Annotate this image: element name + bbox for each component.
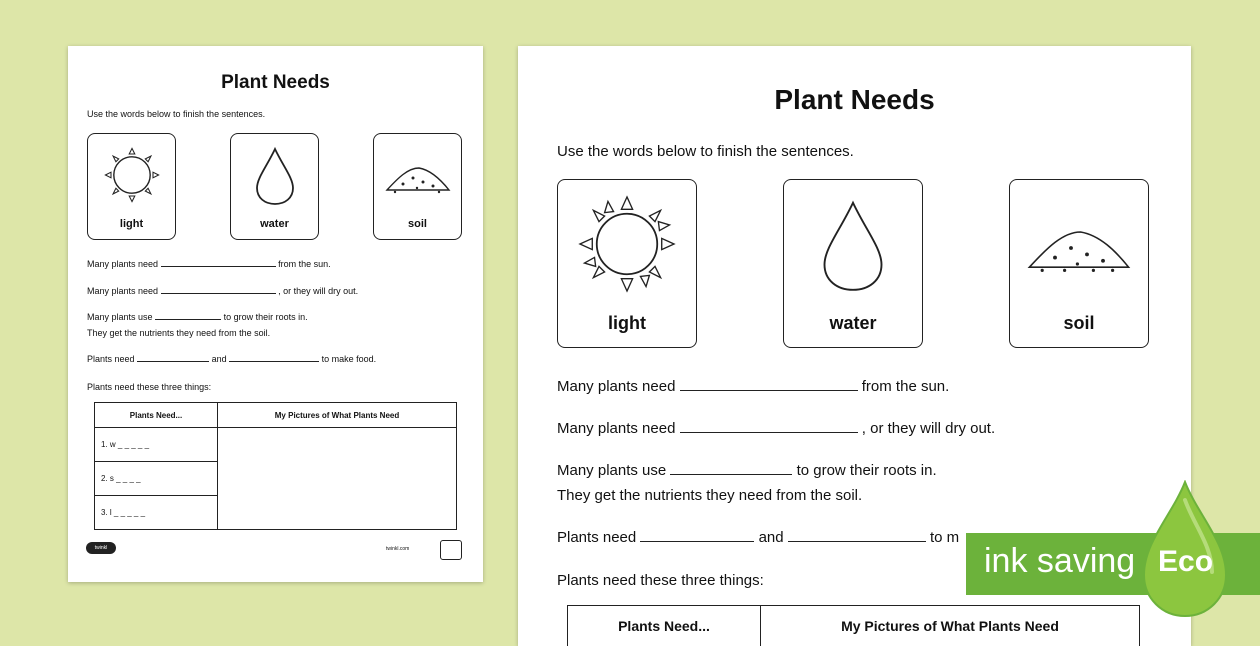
answer-blank [155, 319, 221, 320]
sentence-text: to make food. [322, 354, 377, 364]
sun-icon [571, 188, 683, 300]
worksheet-title: Plant Needs [68, 72, 483, 94]
sentence-text: from the sun. [278, 259, 331, 269]
sentence-text: , or they will dry out. [278, 286, 358, 296]
table-row: 1. w _ _ _ _ _ [95, 428, 218, 462]
sentence-text: , or they will dry out. [862, 420, 995, 437]
answer-blank [137, 361, 209, 362]
sentence-text: Many plants need [557, 420, 675, 437]
table-header-plants-need: Plants Need... [568, 606, 761, 646]
answer-blank [670, 474, 792, 475]
sentence-text: Plants need [87, 354, 135, 364]
card-soil [373, 133, 462, 240]
twinkl-logo: twinkl [86, 542, 116, 554]
needs-table [567, 605, 1140, 646]
answer-blank [640, 541, 754, 542]
card-label: soil [1010, 313, 1148, 334]
worksheet-instruction: Use the words below to finish the sentences. [87, 109, 265, 119]
table-header-pictures: My Pictures of What Plants Need [218, 403, 457, 428]
sentence-3-line-2: They get the nutrients they need from the soil. [557, 487, 862, 504]
card-light [87, 133, 176, 240]
card-soil [1009, 179, 1149, 348]
sentence-4 [557, 529, 959, 546]
sentence-text: from the sun. [862, 378, 950, 395]
footer-badge-icon [440, 540, 462, 560]
eco-label: Eco [1158, 545, 1213, 579]
water-drop-icon [818, 198, 888, 293]
table-header-plants-need: Plants Need... [95, 403, 218, 428]
card-label: water [231, 218, 318, 230]
sentence-2 [87, 286, 358, 296]
sentence-text: Many plants use [557, 462, 666, 479]
table-row: 2. s _ _ _ _ [95, 462, 218, 496]
table-row: 3. l _ _ _ _ _ [95, 496, 218, 530]
table-intro: Plants need these three things: [87, 382, 211, 392]
sentence-text: and [212, 354, 227, 364]
sentence-text: to grow their roots in. [797, 462, 937, 479]
answer-blank [788, 541, 926, 542]
sentence-text: Many plants use [87, 312, 153, 322]
worksheet-instruction: Use the words below to finish the sentences. [557, 143, 854, 160]
sentence-1 [87, 259, 331, 269]
soil-pile-icon [1023, 216, 1135, 280]
sentence-3 [557, 462, 937, 479]
sentence-text: Many plants need [557, 378, 675, 395]
table-intro: Plants need these three things: [557, 572, 764, 589]
table-header-pictures: My Pictures of What Plants Need [761, 606, 1140, 646]
card-label: light [558, 313, 696, 334]
card-label: light [88, 218, 175, 230]
answer-blank [161, 293, 276, 294]
card-label: soil [374, 218, 461, 230]
sentence-text: Plants need [557, 529, 636, 546]
sentence-text: to m [930, 529, 959, 546]
ink-saving-label: ink saving [984, 542, 1135, 581]
sun-icon [97, 140, 167, 210]
soil-pile-icon [383, 158, 453, 198]
answer-blank [680, 432, 858, 433]
footer-url: twinkl.com [386, 546, 409, 552]
water-drop-icon [253, 146, 297, 206]
card-label: water [784, 313, 922, 334]
answer-blank [229, 361, 319, 362]
sentence-1 [557, 378, 949, 395]
sentence-text: and [759, 529, 784, 546]
sentence-3-line-2: They get the nutrients they need from the soil. [87, 328, 270, 338]
sentence-2 [557, 420, 995, 437]
sentence-text: to grow their roots in. [224, 312, 308, 322]
worksheet-thumbnail [68, 46, 483, 582]
answer-blank [680, 390, 858, 391]
answer-blank [161, 266, 276, 267]
worksheet-title: Plant Needs [518, 84, 1191, 116]
card-water [783, 179, 923, 348]
card-water [230, 133, 319, 240]
sentence-3 [87, 312, 308, 322]
sentence-4 [87, 354, 376, 364]
sentence-text: Many plants need [87, 286, 158, 296]
needs-table [94, 402, 457, 530]
sentence-text: Many plants need [87, 259, 158, 269]
pictures-area [218, 428, 457, 530]
card-light [557, 179, 697, 348]
